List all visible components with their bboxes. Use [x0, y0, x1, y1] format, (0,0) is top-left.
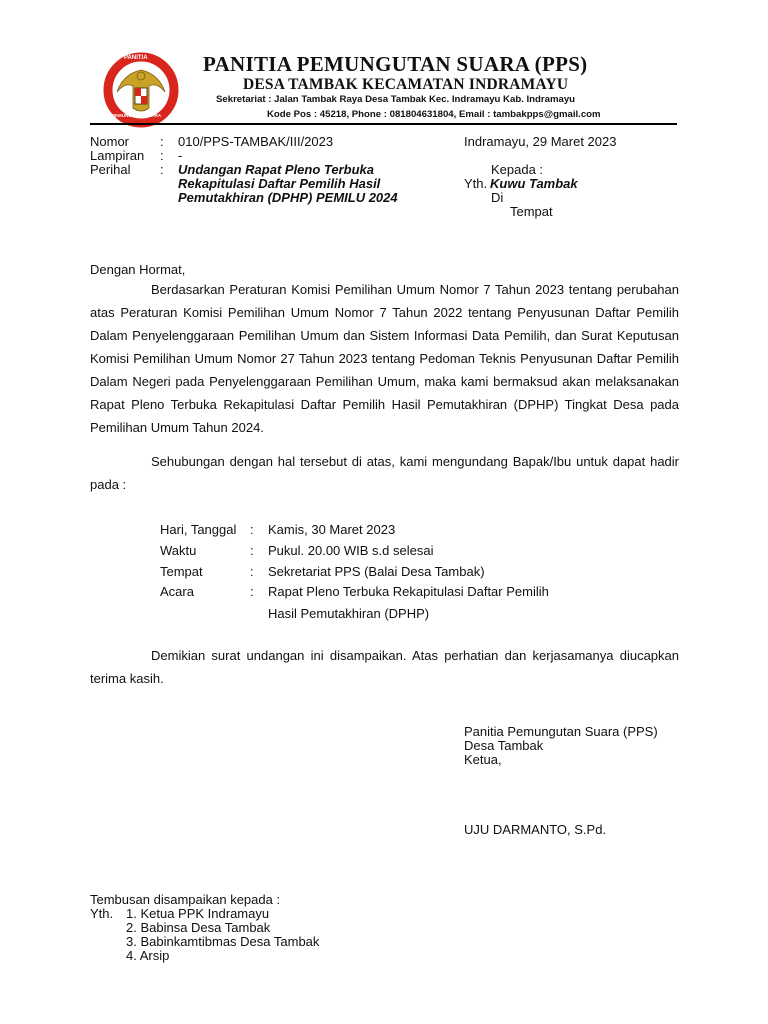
cc-item: 1. Ketua PPK Indramayu: [126, 906, 270, 921]
lampiran-label: Lampiran: [90, 148, 145, 163]
cc-item: 3. Babinkamtibmas Desa Tambak: [126, 934, 320, 949]
closing-paragraph: [90, 644, 679, 690]
recipient-name: Kuwu Tambak: [490, 176, 578, 191]
detail-colon: :: [250, 522, 254, 537]
acara-line-2: Hasil Pemutakhiran (DPHP): [268, 606, 430, 621]
detail-value: Rapat Pleno Terbuka Rekapitulasi Daftar Pemilih: [268, 584, 549, 599]
detail-label: Acara: [160, 584, 194, 599]
greeting: Dengan Hormat,: [90, 262, 186, 277]
cc-item: 2. Babinsa Desa Tambak: [126, 920, 271, 935]
paragraph-1: [90, 278, 679, 439]
nomor-colon: :: [160, 134, 164, 149]
lampiran-colon: :: [160, 148, 164, 163]
letter-date: Indramayu, 29 Maret 2023: [464, 134, 617, 149]
letterhead-contact: Kode Pos : 45218, Phone : 081804631804, Email : tambakpps@gmail.com: [267, 109, 601, 120]
closing-text: Demikian surat undangan ini disampaikan. Atas perhatian dan kerjasamanya diucapkan terima kasih.: [90, 648, 679, 686]
perihal-line: Undangan Rapat Pleno Terbuka: [178, 162, 374, 177]
detail-colon: :: [250, 543, 254, 558]
letterhead-title: PANITIA PEMUNGUTAN SUARA (PPS): [203, 52, 588, 76]
detail-value: Sekretariat PPS (Balai Desa Tambak): [268, 564, 485, 579]
cc-yth: Yth.: [90, 906, 114, 921]
detail-value: Pukul. 20.00 WIB s.d selesai: [268, 543, 434, 558]
perihal-line: Rekapitulasi Daftar Pemilih Hasil: [178, 176, 381, 191]
signature-role: Ketua,: [464, 752, 502, 767]
signature-org: Panitia Pemungutan Suara (PPS): [464, 724, 658, 739]
yth-label: Yth.: [464, 176, 488, 191]
logo-text-top: PANITIA: [124, 55, 148, 61]
lampiran-value: -: [178, 148, 183, 163]
perihal-line: Pemutakhiran (DPHP) PEMILU 2024: [178, 190, 398, 205]
detail-label: Hari, Tanggal: [160, 522, 237, 537]
nomor-value: 010/PPS-TAMBAK/III/2023: [178, 134, 334, 149]
tempat-label: Tempat: [510, 204, 553, 219]
paragraph-2-text: Sehubungan dengan hal tersebut di atas, kami mengundang Bapak/Ibu untuk dapat hadir pada :: [90, 454, 679, 492]
detail-colon: :: [250, 564, 254, 579]
signature-org: Desa Tambak: [464, 738, 544, 753]
nomor-label: Nomor: [90, 134, 130, 149]
cc-heading: Tembusan disampaikan kepada :: [90, 892, 281, 907]
logo-text-bottom: PEMUNGUTAN SUARA: [112, 113, 162, 118]
letterhead-divider: [90, 123, 677, 125]
detail-colon: :: [250, 584, 254, 599]
perihal-label: Perihal: [90, 162, 131, 177]
detail-label: Waktu: [160, 543, 197, 558]
paragraph-1-text: Berdasarkan Peraturan Komisi Pemilihan Umum Nomor 7 Tahun 2023 tentang perubahan atas Peraturan Komisi Pemilihan Umum Nomor 7 Tahun 2022 tentang Penyusunan Daftar Pemilih Dalam Penyelenggaraan Pemilihan Umum dan Sistem Informasi Data Pemilih, dan Surat Keputusan Komisi Pemilihan Umum Nomor 27 Tahun 2023 tentang Pedoman Teknis Penyusunan Daftar Pemilih Dalam Negeri pada Penyelenggaraan Pemilihan Umum, maka kami bermaksud akan melaksanakan Rapat Pleno Terbuka Rekapitulasi Daftar Pemilih Hasil Pemutakhiran (DPHP) Tingkat Desa pada Pemilihan Umum Tahun 2024.: [90, 282, 679, 435]
letterhead-subtitle: DESA TAMBAK KECAMATAN INDRAMAYU: [243, 76, 569, 93]
paragraph-2: [90, 450, 679, 496]
kepada-label: Kepada :: [491, 162, 544, 177]
cc-item: 4. Arsip: [126, 948, 170, 963]
letterhead-address: Sekretariat : Jalan Tambak Raya Desa Tambak Kec. Indramayu Kab. Indramayu: [216, 94, 576, 105]
perihal-colon: :: [160, 162, 164, 177]
detail-label: Tempat: [160, 564, 203, 579]
signature-name: UJU DARMANTO, S.Pd.: [464, 822, 607, 837]
detail-value: Kamis, 30 Maret 2023: [268, 522, 396, 537]
di-label: Di: [491, 190, 504, 205]
